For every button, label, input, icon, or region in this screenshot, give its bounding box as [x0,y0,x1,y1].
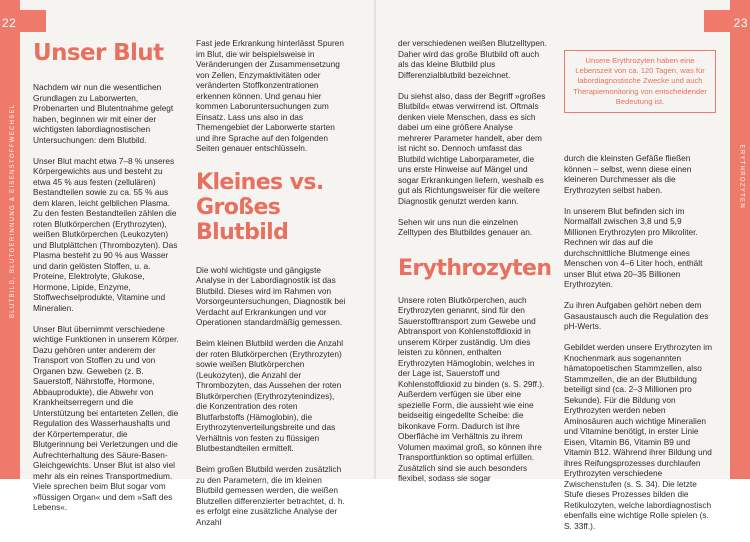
body-paragraph: der verschiedenen weißen Blutzelltypen. Daher wird das große Blutbild oft auch als das kleine Blutbild plus Differenzialblutbild bezeichnet. [398,38,547,80]
body-paragraph: Die wohl wichtigste und gängigste Analyse in der Labordiagnostik ist das Blutbild. Dieses wird im Rahmen von Vorsorgeuntersuchungen, Diagnostik bei Verdacht auf Erkrankungen und vor Operationen standardmäßig gemessen. [196,264,346,327]
heading-kleines-grosses-blutbild: Kleines vs. Großes Blutbild [196,169,324,245]
body-paragraph: Nachdem wir nun die wesentlichen Grundlagen zu Laborwerten, Probenarten und Blutentnahme gelegt haben, beginnen wir mit einer der wichtigsten labordiagnostischen Untersuchungen: dem Blutbild. [33,82,174,145]
body-paragraph: Gebildet werden unsere Erythrozyten im Knochenmark aus sogenannten hämatopoetischen Stammzellen, also Stammzellen, die an der Blutbildung beteiligt sind (ca. 2–3 Millionen pro Sekunde). Für die Bildung von Erythrozyten werden neben Aminosäuren auch wichtige Mineralien und Vitamine benötigt, in erster Linie Eisen, Vitamin B6, Vitamin B9 und Vitamin B12. Während ihrer Bildung und ihres Reifungsprozesses durchlaufen Erythrozyten verschiedene Zwischenstufen (s. S. 34). Die letzte Stufe dieses Prozesses bilden die Retikulozyten, welche labordiagnostisch ebenfalls eine wichtige Rolle spielen (s. S. 33ff.). [564,342,713,531]
left-page-number: 22 [2,16,17,30]
body-paragraph: durch die kleinsten Gefäße fließen können – selbst, wenn diese einen kleineren Durchmesser als die Erythrozyten selbst haben. [564,153,692,195]
right-page-number: 23 [733,16,748,30]
left-running-title: BLUTBILD, BLUTGERINNUNG & EISENSTOFFWECHSEL [10,103,16,318]
heading-erythrozyten: Erythrozyten [398,255,552,281]
body-paragraph: Unser Blut macht etwa 7–8 % unseres Körpergewichts aus und besteht zu etwa 45 % aus festen (zellulären) Bestandteilen sowie zu ca. 55 % aus dem klaren, leicht gelblichen Plasma. Zu den festen Bestandteilen zählen die roten Blutkörperchen (Erythrozyten), weißen Blutkörperchen (Leukozyten) und Blutplättchen (Thrombozyten). Das Plasma besteht zu 90 % aus Wasser und darin gelösten Stoffen, u. a. Proteine, Elektrolyte, Glukose, Hormone, Lipide, Enzyme, Stoffwechselprodukte, Vitamine und Mineralien. [33,155,178,313]
right-running-title: ERYTHROZYTEN [738,144,744,209]
body-paragraph: Unsere roten Blutkörperchen, auch Erythrozyten genannt, sind für den Sauerstofftransport zum Gewebe und Abtransport von Kohlenstoffdioxid in unserem Körper zuständig. Um dies leisten zu können, enthalten Erythrozyten Hämoglobin, welches in der Lage ist, Sauerstoff und Kohlenstoffdioxid zu binden (s. S. 29ff.). Außerdem verfügen sie über eine spezielle Form, die aussieht wie eine beidseitig eingedellte Scheibe: die bikonkave Form. Dadurch ist ihre Oberfläche im Verhältnis zu ihrem Volumen maximal groß, so können ihre Transportfunktion so optimal erfüllen. Zusätzlich sind sie auch besonders flexibel, sodass sie sogar [398,294,545,483]
body-paragraph: In unserem Blut befinden sich im Normalfall zwischen 3,8 und 5,9 Millionen Erythrozyten pro Mikroliter. Rechnen wir das auf die durchschnittliche Blutmenge eines Menschen von 4–6 Liter hoch, enthält unser Blut etwa 20–35 Billionen Erythrozyten. [564,205,703,290]
body-paragraph: Beim kleinen Blutbild werden die Anzahl der roten Blutkörperchen (Erythrozyten) sowie weißen Blutkörperchen (Leukozyten), die Anzahl der Thrombozyten, das Aussehen der roten Blutkörperchen (Erythrozytenindizes), die Konzentration des roten Blutfarbstoffs (Hämoglobin), die Erythrozytenverteilungsbreite und das Verhältnis von festen zu flüssigen Blutbestandteilen ermittelt. [196,338,344,453]
body-paragraph: Beim großen Blutbild werden zusätzlich zu den Parametern, die im kleinen Blutbild gemessen werden, die weißen Blutzellen differenzierter betrachtet, d. h. es erfolgt eine zusätzliche Analyse der Anzahl [196,464,345,527]
body-paragraph: Fast jede Erkrankung hinterlässt Spuren im Blut, die wir beispielsweise in Veränderungen der Zusammensetzung von Zellen, Enzymaktivitäten oder veränderten Stoffkonzentrationen erkennen können. Und genau hier kommen Laboruntersuchungen zum Einsatz. Lass uns also in das Themengebiet der Laborwerte starten und ihre Sprache auf den folgenden Seiten genauer entschlüsseln. [196,38,345,153]
heading-unser-blut: Unser Blut [33,40,164,66]
column-1 [33,38,181,523]
right-color-band [730,0,750,479]
column-4 [564,38,716,542]
callout-box: Unsere Erythrozyten haben eine Lebenszeit von ca. 120 Tagen, was für labordiagnostische Zwecke und auch Therapiemonitoring von entscheidender Bedeutung ist. [564,50,716,113]
column-3 [398,38,552,494]
column-2 [196,38,346,538]
body-paragraph: Du siehst also, dass der Begriff »großes Blutbild« etwas verwirrend ist. Oftmals denken viele Menschen, dass es sich dabei um eine größere Analyse mehrerer Parameter handelt, aber dem ist nicht so. Dennoch umfasst das Blutbild wichtige Laborparameter, die uns erste Hinweise auf Mängel und sogar Erkrankungen liefern, weshalb es gut als Richtungsweiser für die weitere Diagnostik genutzt werden kann. [398,90,546,206]
body-paragraph: Sehen wir uns nun die einzelnen Zelltypen des Blutbildes genauer an. [398,216,533,237]
body-paragraph: Zu ihren Aufgaben gehört neben dem Gasaustausch auch die Regulation des pH-Werts. [564,300,709,332]
body-paragraph: Unser Blut übernimmt verschiedene wichtige Funktionen in unserem Körper. Dazu gehören unter anderem der Transport von Stoffen zu und von Organen bzw. Geweben (z. B. Sauerstoff, Nährstoffe, Hormone, Abbauprodukte), die Abwehr von Krankheitserregern und die Unterstützung bei entarteten Zellen, die Regulation des Wasserhaushalts und der Körpertemperatur, die Blutgerinnung bei Verletzungen und die Aufrechterhaltung des Säure-Basen-Gleichgewichts. Unser Blut ist also viel mehr als ein reines Transportmedium. Viele sprechen beim Blut sogar vom »flüssigen Organ« und dem »Saft des Lebens«. [33,323,179,512]
